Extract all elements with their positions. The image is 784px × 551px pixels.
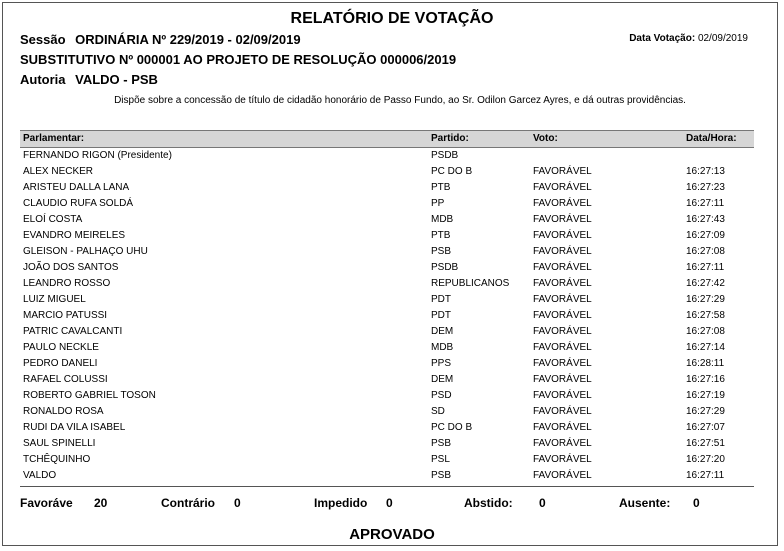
table-row xyxy=(20,292,754,308)
vote-date-label: Data Votação: xyxy=(629,33,696,44)
cell-datahora: 16:27:51 xyxy=(686,438,725,449)
table-row xyxy=(20,148,754,164)
column-header-datahora: Data/Hora: xyxy=(686,133,737,144)
cell-voto: FAVORÁVEL xyxy=(533,326,592,337)
table-row xyxy=(20,452,754,468)
cell-voto: FAVORÁVEL xyxy=(533,214,592,225)
total-abstido-value: 0 xyxy=(539,496,546,510)
cell-parlamentar: RUDI DA VILA ISABEL xyxy=(23,422,126,433)
cell-voto: FAVORÁVEL xyxy=(533,310,592,321)
cell-voto: FAVORÁVEL xyxy=(533,438,592,449)
cell-parlamentar: TCHÊQUINHO xyxy=(23,454,91,465)
cell-voto: FAVORÁVEL xyxy=(533,470,592,481)
author-line xyxy=(20,72,158,87)
table-row xyxy=(20,372,754,388)
cell-voto: FAVORÁVEL xyxy=(533,182,592,193)
cell-partido: PDT xyxy=(431,310,451,321)
cell-partido: SD xyxy=(431,406,445,417)
table-row xyxy=(20,228,754,244)
cell-voto: FAVORÁVEL xyxy=(533,358,592,369)
vote-date-value: 02/09/2019 xyxy=(697,33,748,44)
vote-result: APROVADO xyxy=(349,526,435,543)
cell-partido: PSL xyxy=(431,454,450,465)
cell-voto: FAVORÁVEL xyxy=(533,374,592,385)
cell-partido: DEM xyxy=(431,374,454,385)
total-contrario-label: Contrário xyxy=(161,496,215,510)
total-impedido-value: 0 xyxy=(386,496,393,510)
cell-partido: PSDB xyxy=(431,150,459,161)
cell-voto: FAVORÁVEL xyxy=(533,246,592,257)
cell-voto: FAVORÁVEL xyxy=(533,390,592,401)
total-contrario-value: 0 xyxy=(234,496,241,510)
author-value: VALDO - PSB xyxy=(75,72,158,87)
report-title: RELATÓRIO DE VOTAÇÃO xyxy=(290,10,494,27)
total-favoravel-label: Favoráve xyxy=(20,496,73,510)
cell-parlamentar: ROBERTO GABRIEL TOSON xyxy=(23,390,156,401)
cell-voto: FAVORÁVEL xyxy=(533,262,592,273)
column-header-partido: Partido: xyxy=(431,133,469,144)
table-row xyxy=(20,276,754,292)
cell-datahora: 16:27:58 xyxy=(686,310,725,321)
table-row xyxy=(20,420,754,436)
session-line xyxy=(20,32,301,47)
cell-partido: MDB xyxy=(431,342,454,353)
cell-voto: FAVORÁVEL xyxy=(533,278,592,289)
cell-parlamentar: PEDRO DANELI xyxy=(23,358,98,369)
cell-parlamentar: ARISTEU DALLA LANA xyxy=(23,182,130,193)
cell-voto: FAVORÁVEL xyxy=(533,166,592,177)
table-row xyxy=(20,212,754,228)
cell-partido: PSB xyxy=(431,438,452,449)
table-row xyxy=(20,308,754,324)
cell-partido: PSDB xyxy=(431,262,459,273)
cell-datahora: 16:27:43 xyxy=(686,214,725,225)
author-label: Autoria xyxy=(20,72,66,87)
cell-partido: PTB xyxy=(431,182,451,193)
cell-partido: MDB xyxy=(431,214,454,225)
session-label: Sessão xyxy=(20,32,66,47)
table-row xyxy=(20,324,754,340)
bill-title: SUBSTITUTIVO Nº 000001 AO PROJETO DE RESOLUÇÃO 000006/2019 xyxy=(20,52,457,67)
cell-datahora: 16:27:14 xyxy=(686,342,725,353)
table-row xyxy=(20,436,754,452)
cell-voto: FAVORÁVEL xyxy=(533,294,592,305)
table-row xyxy=(20,356,754,372)
cell-partido: PP xyxy=(431,198,445,209)
table-row xyxy=(20,180,754,196)
bill-summary: Dispõe sobre a concessão de título de cidadão honorário de Passo Fundo, ao Sr. Odilon Garcez Ayres, e dá outras providências. xyxy=(114,95,686,106)
cell-datahora: 16:27:19 xyxy=(686,390,725,401)
cell-parlamentar: EVANDRO MEIRELES xyxy=(23,230,126,241)
cell-parlamentar: FERNANDO RIGON (Presidente) xyxy=(23,150,172,161)
vote-totals xyxy=(20,496,760,512)
cell-parlamentar: JOÃO DOS SANTOS xyxy=(23,262,119,273)
cell-partido: DEM xyxy=(431,326,454,337)
column-header-parlamentar: Parlamentar: xyxy=(23,133,85,144)
table-row xyxy=(20,340,754,356)
cell-partido: REPUBLICANOS xyxy=(431,278,510,289)
table-header xyxy=(20,130,754,148)
cell-parlamentar: LUIZ MIGUEL xyxy=(23,294,86,305)
cell-datahora: 16:27:11 xyxy=(686,262,725,273)
cell-voto: FAVORÁVEL xyxy=(533,198,592,209)
cell-datahora: 16:28:11 xyxy=(686,358,725,369)
cell-datahora: 16:27:08 xyxy=(686,326,725,337)
cell-voto: FAVORÁVEL xyxy=(533,406,592,417)
cell-parlamentar: VALDO xyxy=(23,470,57,481)
totals-divider xyxy=(20,486,754,487)
cell-parlamentar: CLAUDIO RUFA SOLDÁ xyxy=(23,198,134,209)
cell-parlamentar: SAUL SPINELLI xyxy=(23,438,96,449)
cell-parlamentar: PATRIC CAVALCANTI xyxy=(23,326,123,337)
table-row xyxy=(20,196,754,212)
cell-parlamentar: PAULO NECKLE xyxy=(23,342,99,353)
column-header-voto: Voto: xyxy=(533,133,558,144)
total-impedido-label: Impedido xyxy=(314,496,368,510)
total-ausente-label: Ausente: xyxy=(619,496,671,510)
total-ausente-value: 0 xyxy=(693,496,700,510)
cell-parlamentar: GLEISON - PALHAÇO UHU xyxy=(23,246,148,257)
cell-datahora: 16:27:23 xyxy=(686,182,725,193)
cell-partido: PSD xyxy=(431,390,452,401)
cell-partido: PTB xyxy=(431,230,451,241)
table-row xyxy=(20,244,754,260)
session-value: ORDINÁRIA Nº 229/2019 - 02/09/2019 xyxy=(75,32,301,47)
cell-datahora: 16:27:16 xyxy=(686,374,725,385)
cell-parlamentar: MARCIO PATUSSI xyxy=(23,310,108,321)
cell-voto: FAVORÁVEL xyxy=(533,422,592,433)
cell-datahora: 16:27:20 xyxy=(686,454,725,465)
cell-datahora: 16:27:09 xyxy=(686,230,725,241)
cell-datahora: 16:27:29 xyxy=(686,406,725,417)
table-row xyxy=(20,404,754,420)
cell-parlamentar: RONALDO ROSA xyxy=(23,406,104,417)
vote-table-body xyxy=(20,148,754,484)
cell-partido: PC DO B xyxy=(431,422,473,433)
cell-partido: PPS xyxy=(431,358,452,369)
table-row xyxy=(20,260,754,276)
cell-datahora: 16:27:07 xyxy=(686,422,725,433)
cell-partido: PDT xyxy=(431,294,451,305)
cell-datahora: 16:27:13 xyxy=(686,166,725,177)
cell-partido: PSB xyxy=(431,470,452,481)
table-row xyxy=(20,164,754,180)
total-abstido-label: Abstido: xyxy=(464,496,513,510)
cell-partido: PSB xyxy=(431,246,452,257)
cell-datahora: 16:27:29 xyxy=(686,294,725,305)
cell-parlamentar: ELOÍ COSTA xyxy=(23,214,83,225)
cell-partido: PC DO B xyxy=(431,166,473,177)
cell-parlamentar: RAFAEL COLUSSI xyxy=(23,374,108,385)
total-favoravel-value: 20 xyxy=(94,496,108,510)
cell-datahora: 16:27:11 xyxy=(686,470,725,481)
vote-date xyxy=(629,33,748,44)
cell-parlamentar: ALEX NECKER xyxy=(23,166,94,177)
cell-datahora: 16:27:08 xyxy=(686,246,725,257)
cell-voto: FAVORÁVEL xyxy=(533,454,592,465)
cell-datahora: 16:27:11 xyxy=(686,198,725,209)
cell-datahora: 16:27:42 xyxy=(686,278,725,289)
cell-voto: FAVORÁVEL xyxy=(533,230,592,241)
table-row xyxy=(20,468,754,484)
table-row xyxy=(20,388,754,404)
cell-voto: FAVORÁVEL xyxy=(533,342,592,353)
cell-parlamentar: LEANDRO ROSSO xyxy=(23,278,111,289)
